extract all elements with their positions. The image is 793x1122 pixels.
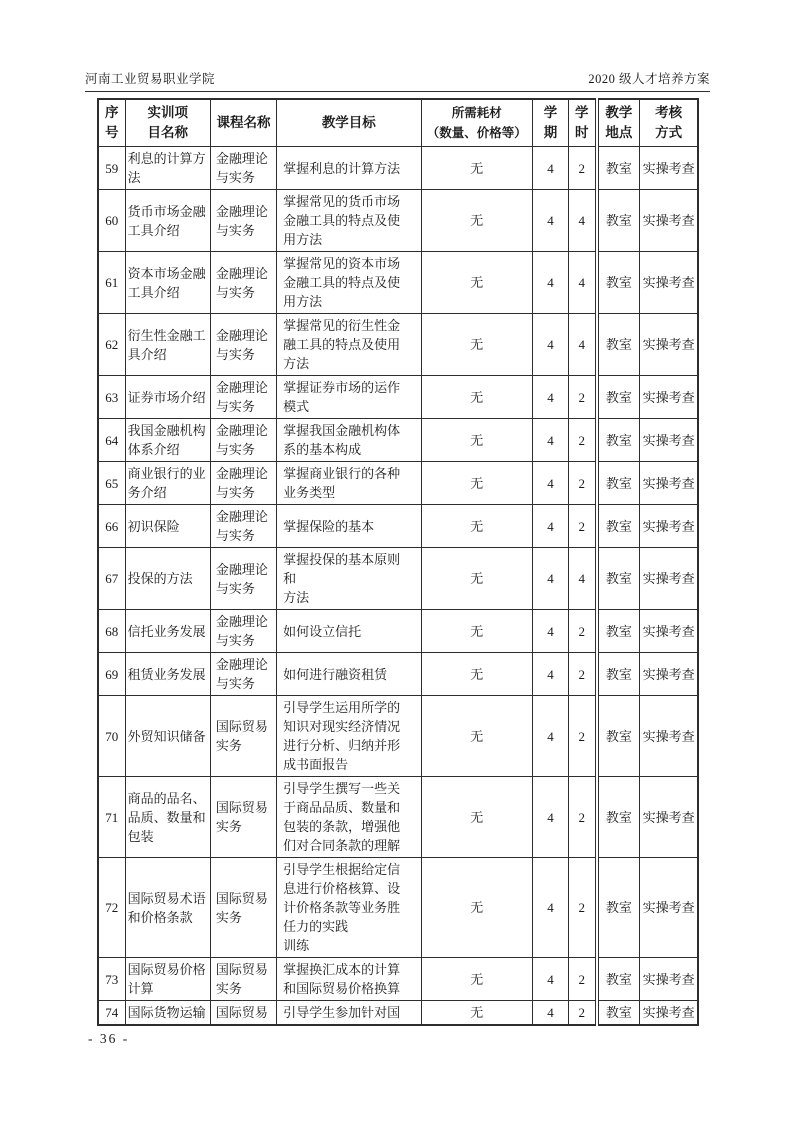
cell-location: 教室	[597, 653, 640, 696]
cell-hours: 2	[569, 958, 597, 1001]
cell-seq: 69	[98, 653, 125, 696]
cell-materials: 无	[421, 376, 532, 419]
cell-seq: 65	[98, 462, 125, 505]
cell-location: 教室	[597, 777, 640, 858]
cell-semester: 4	[532, 314, 568, 376]
cell-project-name: 商业银行的业 务介绍	[125, 462, 210, 505]
cell-hours: 4	[569, 190, 597, 252]
cell-materials: 无	[421, 462, 532, 505]
cell-course-name: 金融理论 与实务	[210, 314, 276, 376]
cell-seq: 70	[98, 696, 125, 777]
cell-hours: 4	[569, 548, 597, 610]
cell-location: 教室	[597, 419, 640, 462]
cell-objective: 引导学生撰写一些关 于商品品质、数量和 包装的条款，增强他 们对合同条款的理解	[277, 777, 421, 858]
cell-materials: 无	[421, 190, 532, 252]
cell-materials: 无	[421, 610, 532, 653]
cell-materials: 无	[421, 419, 532, 462]
cell-hours: 2	[569, 696, 597, 777]
cell-location: 教室	[597, 252, 640, 314]
table-row	[98, 1001, 698, 1026]
cell-project-name: 资本市场金融 工具介绍	[125, 252, 210, 314]
cell-hours: 2	[569, 653, 597, 696]
cell-project-name: 信托业务发展	[125, 610, 210, 653]
cell-location: 教室	[597, 376, 640, 419]
table-row	[98, 462, 698, 505]
table-row	[98, 147, 698, 190]
cell-semester: 4	[532, 653, 568, 696]
cell-objective: 引导学生参加针对国	[277, 1001, 421, 1026]
cell-assessment: 实操考查	[640, 190, 698, 252]
cell-assessment: 实操考查	[640, 777, 698, 858]
cell-materials: 无	[421, 777, 532, 858]
cell-course-name: 金融理论 与实务	[210, 376, 276, 419]
cell-semester: 4	[532, 252, 568, 314]
cell-project-name: 投保的方法	[125, 548, 210, 610]
cell-materials: 无	[421, 548, 532, 610]
cell-course-name: 金融理论 与实务	[210, 505, 276, 548]
cell-project-name: 租赁业务发展	[125, 653, 210, 696]
cell-assessment: 实操考查	[640, 419, 698, 462]
cell-seq: 68	[98, 610, 125, 653]
cell-semester: 4	[532, 696, 568, 777]
cell-objective: 掌握换汇成本的计算 和国际贸易价格换算	[277, 958, 421, 1001]
cell-course-name: 金融理论 与实务	[210, 548, 276, 610]
cell-hours: 2	[569, 462, 597, 505]
cell-objective: 掌握投保的基本原则 和 方法	[277, 548, 421, 610]
cell-semester: 4	[532, 419, 568, 462]
cell-assessment: 实操考查	[640, 147, 698, 190]
cell-materials: 无	[421, 958, 532, 1001]
cell-semester: 4	[532, 1001, 568, 1026]
cell-assessment: 实操考查	[640, 376, 698, 419]
training-program-table	[97, 98, 699, 1026]
cell-course-name: 国际贸易 实务	[210, 696, 276, 777]
cell-hours: 2	[569, 376, 597, 419]
table-row	[98, 696, 698, 777]
table-body	[98, 147, 698, 1026]
cell-objective: 掌握常见的衍生性金 融工具的特点及使用 方法	[277, 314, 421, 376]
cell-semester: 4	[532, 190, 568, 252]
cell-assessment: 实操考查	[640, 252, 698, 314]
table-row	[98, 548, 698, 610]
col-header-project-name: 实训项 目名称	[125, 99, 210, 147]
table-row	[98, 376, 698, 419]
cell-location: 教室	[597, 147, 640, 190]
cell-seq: 64	[98, 419, 125, 462]
cell-project-name: 国际贸易价格 计算	[125, 958, 210, 1001]
table-row	[98, 858, 698, 958]
cell-seq: 59	[98, 147, 125, 190]
cell-semester: 4	[532, 147, 568, 190]
cell-project-name: 货币市场金融 工具介绍	[125, 190, 210, 252]
cell-hours: 2	[569, 147, 597, 190]
cell-semester: 4	[532, 505, 568, 548]
table-row	[98, 314, 698, 376]
cell-project-name: 利息的计算方 法	[125, 147, 210, 190]
cell-objective: 掌握常见的资本市场 金融工具的特点及使 用方法	[277, 252, 421, 314]
col-header-objective: 教学目标	[277, 99, 421, 147]
table-row	[98, 419, 698, 462]
cell-course-name: 金融理论 与实务	[210, 147, 276, 190]
cell-seq: 63	[98, 376, 125, 419]
cell-semester: 4	[532, 858, 568, 958]
cell-seq: 62	[98, 314, 125, 376]
cell-hours: 2	[569, 858, 597, 958]
cell-assessment: 实操考查	[640, 958, 698, 1001]
page-header	[85, 72, 710, 92]
cell-project-name: 国际货物运输	[125, 1001, 210, 1026]
cell-project-name: 我国金融机构 体系介绍	[125, 419, 210, 462]
cell-assessment: 实操考查	[640, 610, 698, 653]
cell-objective: 引导学生根据给定信 息进行价格核算、设 计价格条款等业务胜 任力的实践 训练	[277, 858, 421, 958]
cell-location: 教室	[597, 858, 640, 958]
table-row	[98, 610, 698, 653]
cell-seq: 67	[98, 548, 125, 610]
cell-location: 教室	[597, 190, 640, 252]
cell-hours: 2	[569, 419, 597, 462]
cell-materials: 无	[421, 252, 532, 314]
cell-seq: 74	[98, 1001, 125, 1026]
cell-location: 教室	[597, 1001, 640, 1026]
cell-assessment: 实操考查	[640, 696, 698, 777]
cell-assessment: 实操考查	[640, 1001, 698, 1026]
table-row	[98, 777, 698, 858]
cell-materials: 无	[421, 147, 532, 190]
cell-materials: 无	[421, 653, 532, 696]
table-row	[98, 252, 698, 314]
cell-objective: 掌握证券市场的运作 模式	[277, 376, 421, 419]
cell-semester: 4	[532, 958, 568, 1001]
cell-course-name: 国际贸易 实务	[210, 958, 276, 1001]
cell-assessment: 实操考查	[640, 314, 698, 376]
school-name: 河南工业贸易职业学院	[85, 72, 216, 86]
table-row	[98, 505, 698, 548]
cell-location: 教室	[597, 505, 640, 548]
cell-hours: 2	[569, 505, 597, 548]
col-header-materials: 所需耗材 （数量、价格等）	[421, 99, 532, 147]
cell-objective: 掌握商业银行的各种 业务类型	[277, 462, 421, 505]
cell-assessment: 实操考查	[640, 858, 698, 958]
table-row	[98, 958, 698, 1001]
cell-course-name: 国际贸易 实务	[210, 858, 276, 958]
cell-course-name: 国际贸易	[210, 1001, 276, 1026]
cell-objective: 如何设立信托	[277, 610, 421, 653]
cell-hours: 4	[569, 314, 597, 376]
cell-location: 教室	[597, 958, 640, 1001]
cell-location: 教室	[597, 548, 640, 610]
col-header-course-name: 课程名称	[210, 99, 276, 147]
cell-objective: 掌握保险的基本	[277, 505, 421, 548]
cell-seq: 71	[98, 777, 125, 858]
cell-project-name: 外贸知识储备	[125, 696, 210, 777]
col-header-hours: 学 时	[569, 99, 597, 147]
cell-materials: 无	[421, 314, 532, 376]
cell-assessment: 实操考查	[640, 462, 698, 505]
cell-project-name: 衍生性金融工 具介绍	[125, 314, 210, 376]
cell-objective: 掌握我国金融机构体 系的基本构成	[277, 419, 421, 462]
cell-semester: 4	[532, 610, 568, 653]
cell-assessment: 实操考查	[640, 505, 698, 548]
cell-project-name: 证券市场介绍	[125, 376, 210, 419]
table-row	[98, 653, 698, 696]
cell-hours: 2	[569, 1001, 597, 1026]
cell-assessment: 实操考查	[640, 653, 698, 696]
cell-course-name: 金融理论 与实务	[210, 610, 276, 653]
col-header-assessment: 考核 方式	[640, 99, 698, 147]
cell-project-name: 国际贸易术语 和价格条款	[125, 858, 210, 958]
cell-course-name: 金融理论 与实务	[210, 462, 276, 505]
cell-course-name: 金融理论 与实务	[210, 419, 276, 462]
cell-materials: 无	[421, 696, 532, 777]
cell-seq: 60	[98, 190, 125, 252]
cell-hours: 2	[569, 777, 597, 858]
cell-semester: 4	[532, 462, 568, 505]
cell-seq: 66	[98, 505, 125, 548]
cell-course-name: 金融理论 与实务	[210, 190, 276, 252]
cell-semester: 4	[532, 548, 568, 610]
cell-assessment: 实操考查	[640, 548, 698, 610]
cell-objective: 如何进行融资租赁	[277, 653, 421, 696]
cell-materials: 无	[421, 1001, 532, 1026]
cell-location: 教室	[597, 462, 640, 505]
cell-objective: 掌握利息的计算方法	[277, 147, 421, 190]
cell-location: 教室	[597, 314, 640, 376]
cell-project-name: 初识保险	[125, 505, 210, 548]
col-header-location: 教学 地点	[597, 99, 640, 147]
table-header-row	[98, 99, 698, 147]
cell-objective: 引导学生运用所学的 知识对现实经济情况 进行分析、归纳并形 成书面报告	[277, 696, 421, 777]
cell-location: 教室	[597, 610, 640, 653]
cell-materials: 无	[421, 858, 532, 958]
col-header-semester: 学 期	[532, 99, 568, 147]
cell-seq: 72	[98, 858, 125, 958]
cell-course-name: 金融理论 与实务	[210, 653, 276, 696]
cell-objective: 掌握常见的货币市场 金融工具的特点及使 用方法	[277, 190, 421, 252]
cell-semester: 4	[532, 777, 568, 858]
cell-seq: 73	[98, 958, 125, 1001]
col-header-seq: 序 号	[98, 99, 125, 147]
cell-project-name: 商品的品名、 品质、数量和 包装	[125, 777, 210, 858]
cell-materials: 无	[421, 505, 532, 548]
cell-location: 教室	[597, 696, 640, 777]
program-title: 2020 级人才培养方案	[588, 72, 710, 86]
cell-course-name: 国际贸易 实务	[210, 777, 276, 858]
cell-course-name: 金融理论 与实务	[210, 252, 276, 314]
cell-hours: 4	[569, 252, 597, 314]
cell-semester: 4	[532, 376, 568, 419]
cell-hours: 2	[569, 610, 597, 653]
cell-seq: 61	[98, 252, 125, 314]
page-number: - 36 -	[88, 1031, 130, 1046]
table-row	[98, 190, 698, 252]
